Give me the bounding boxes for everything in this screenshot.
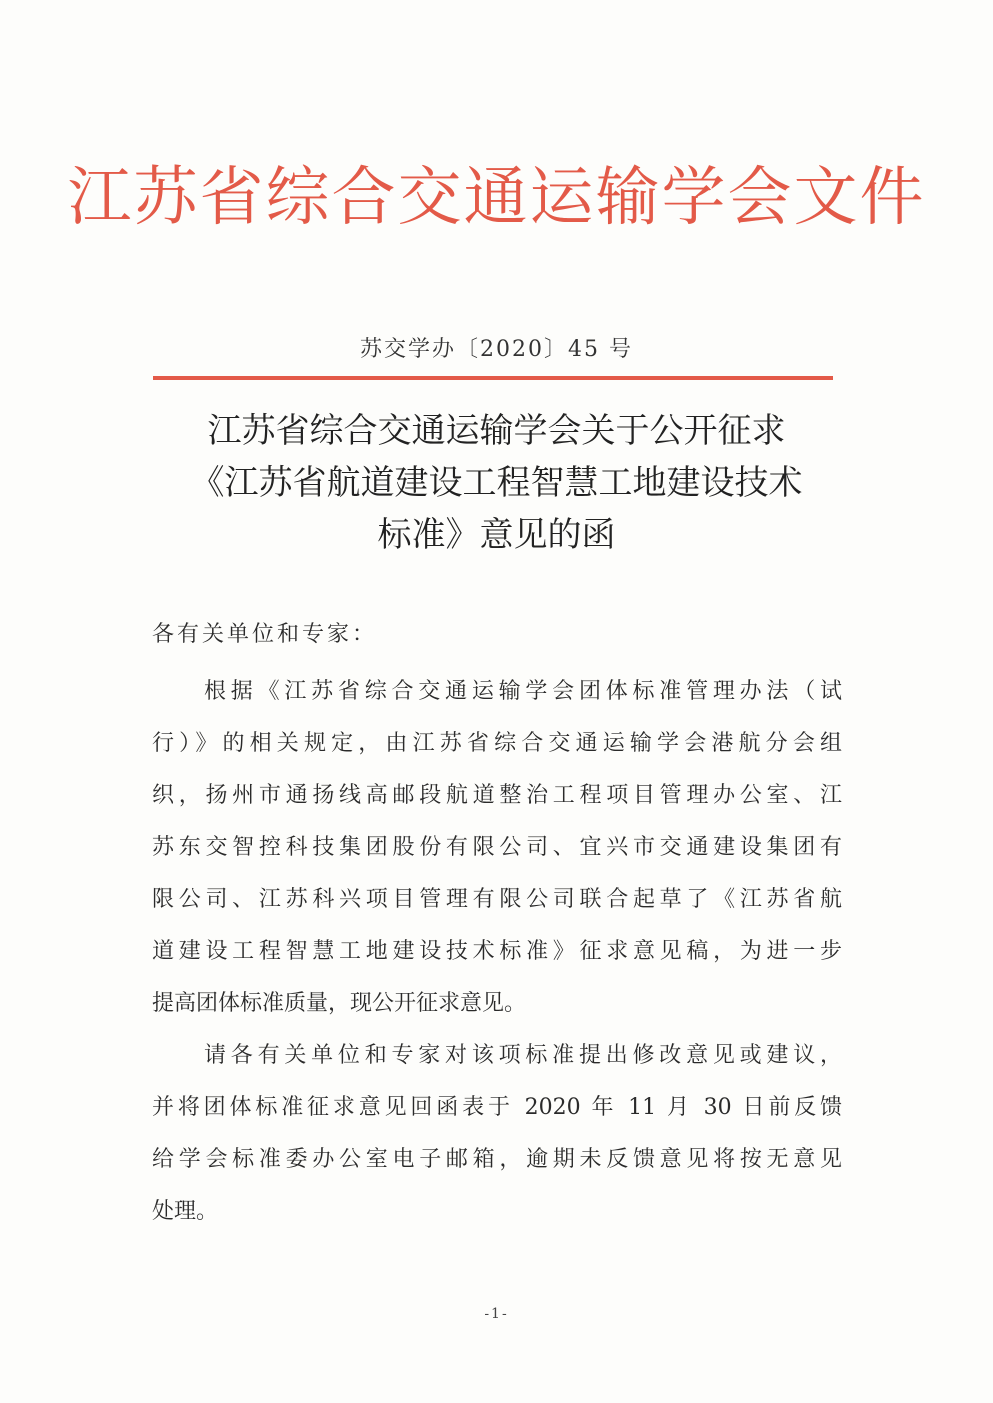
letter-title-line-1: 江苏省综合交通运输学会关于公开征求 xyxy=(207,411,786,451)
paragraph-line: 道建设工程智慧工地建设技术标准》征求意见稿，为进一步 xyxy=(152,939,842,964)
paragraph-line: 处理。 xyxy=(152,1199,219,1224)
paragraph-line: 行）》的相关规定，由江苏省综合交通运输学会港航分会组 xyxy=(152,731,842,756)
body-paragraph-2 xyxy=(152,1030,842,1238)
paragraph-line: 限公司、江苏科兴项目管理有限公司联合起草了《江苏省航 xyxy=(152,887,842,912)
paragraph-line: 提高团体标准质量，现公开征求意见。 xyxy=(152,991,527,1016)
paragraph-line: 根据《江苏省综合交通运输学会团体标准管理办法（试 xyxy=(204,679,842,704)
letter-title xyxy=(100,405,893,561)
paragraph-line: 请各有关单位和专家对该项标准提出修改意见或建议， xyxy=(204,1043,842,1068)
document-number: 苏交学办〔2020〕45 号 xyxy=(360,337,633,362)
red-divider-line xyxy=(153,376,833,380)
paragraph-line: 给学会标准委办公室电子邮箱，逾期未反馈意见将按无意见 xyxy=(152,1147,842,1172)
salutation: 各有关单位和专家： xyxy=(152,622,378,647)
document-header-title: 江苏省综合交通运输学会文件 xyxy=(67,161,926,235)
paragraph-line: 织，扬州市通扬线高邮段航道整治工程项目管理办公室、江 xyxy=(152,783,842,808)
paragraph-line: 并将团体标准征求意见回函表于 2020 年 11 月 30 日前反馈 xyxy=(152,1095,842,1120)
letter-title-line-3: 标准》意见的函 xyxy=(377,515,616,555)
letter-title-line-2: 《江苏省航道建设工程智慧工地建设技术 xyxy=(190,463,803,503)
paragraph-line: 苏东交智控科技集团股份有限公司、宜兴市交通建设集团有 xyxy=(152,835,842,860)
body-paragraph-1 xyxy=(152,666,842,1030)
page-number: -1- xyxy=(484,1306,509,1322)
